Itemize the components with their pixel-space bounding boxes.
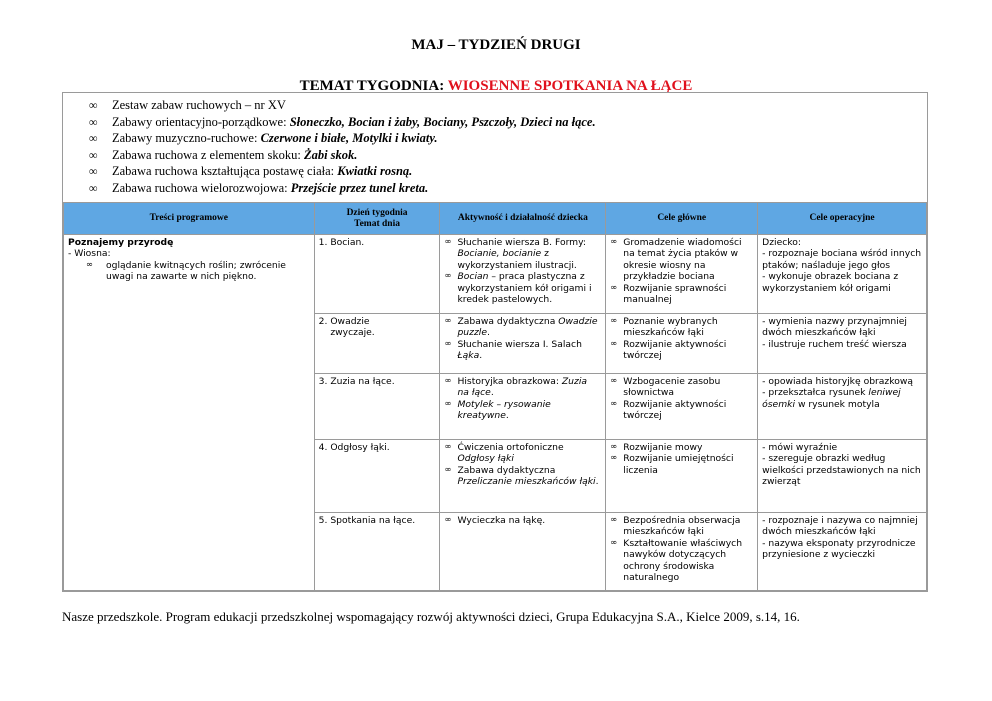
goal-item: [610, 515, 753, 538]
activity-item: [444, 316, 601, 339]
movement-game-label: Zabawa ruchowa wielorozwojowa:: [112, 180, 291, 195]
activity-item: [444, 465, 601, 488]
activity-text: [457, 515, 545, 526]
movement-game-titles: Przejście przez tunel kreta.: [290, 180, 429, 195]
goal-text: Rozwijanie sprawności manualnej: [623, 282, 727, 306]
program-item-text: oglądanie kwitnących roślin; zwrócenie uwagi na zawarte w nich piękno.: [106, 259, 286, 283]
activity-item: [444, 442, 601, 465]
activity-text-plain: Ćwiczenia ortofoniczne: [457, 442, 564, 453]
activity-item: [444, 515, 601, 526]
main-goals-cell: [606, 374, 758, 440]
movement-game-titles: Czerwone i białe, Motylki i kwiaty.: [260, 131, 438, 145]
activity-text-title: Bocian: [457, 271, 489, 283]
movement-game-item: [89, 163, 927, 180]
infinity-bullet-icon: ∞: [610, 376, 618, 386]
activity-item: [444, 271, 601, 305]
header-day: [314, 203, 440, 235]
operational-goals-cell: [758, 374, 927, 440]
table-row: [64, 235, 927, 314]
day-topic: 5. Spotkania na łące.: [318, 515, 416, 526]
activity-cell: [440, 440, 606, 513]
activity-text-plain: Słuchanie wiersza B. Formy:: [457, 237, 586, 248]
activity-item: [444, 339, 601, 362]
day-topic-cell: [314, 235, 440, 314]
movement-game-label: Zestaw zabaw ruchowych – nr XV: [112, 98, 286, 112]
page-title: MAJ – TYDZIEŃ DRUGI: [411, 37, 581, 53]
day-topic: 4. Odgłosy łąki.: [318, 442, 390, 453]
goal-text: Rozwijanie umiejętności liczenia: [623, 453, 734, 476]
infinity-bullet-icon: ∞: [444, 237, 452, 247]
activity-item: [444, 237, 601, 271]
movement-game-titles: Żabi skok.: [303, 147, 358, 162]
goal-text: Wzbogacenie zasobu słownictwa: [623, 376, 721, 399]
activity-text: [457, 399, 601, 422]
day-topic: 2. Owadzie zwyczaje.: [318, 316, 375, 339]
goal-text: Rozwijanie mowy: [623, 442, 703, 453]
activity-text: [457, 339, 601, 362]
program-content-cell: [64, 235, 315, 591]
movement-game-item: [89, 180, 927, 197]
activity-text: [457, 465, 601, 488]
goal-item: [610, 442, 753, 453]
activity-text: [457, 376, 601, 399]
infinity-bullet-icon: ∞: [444, 316, 452, 326]
header-day-line1: Dzień tygodnia: [346, 207, 408, 218]
activity-text: [457, 237, 601, 271]
plan-table: [62, 92, 928, 592]
infinity-bullet-icon: ∞: [89, 180, 98, 195]
infinity-bullet-icon: ∞: [89, 164, 98, 178]
header-day-line2: Temat dnia: [354, 218, 400, 229]
infinity-bullet-icon: ∞: [444, 442, 452, 452]
day-topic-cell: [314, 440, 440, 513]
source-footnote: Nasze przedszkole. Program edukacji przedszkolnej wspomagający rozwój aktywności dzieci, Grupa Edukacyjna S.A., Kielce 2009, s.14, 16.: [62, 609, 800, 624]
activity-text-plain: Słuchanie wiersza I. Salach: [457, 338, 582, 350]
infinity-bullet-icon: ∞: [610, 453, 618, 464]
activity-text-tail: .: [505, 410, 509, 422]
goal-item: [610, 283, 753, 306]
goal-text: Bezpośrednia obserwacja mieszkańców łąki: [623, 515, 741, 538]
operational-goals-cell: [758, 440, 927, 513]
goal-item: [610, 316, 753, 339]
activity-text-tail: .: [595, 476, 599, 488]
infinity-bullet-icon: ∞: [89, 98, 98, 112]
topic-name: WIOSENNE SPOTKANIA NA ŁĄCE: [447, 78, 693, 94]
operational-goal-text: Dziecko: - rozpoznaje bociana wśród innych ptaków; naśladuje jego głos - wykonuje obrazek bociana z wykorzystaniem kół origami: [762, 237, 922, 294]
movement-game-item: [89, 147, 927, 164]
lesson-grid: [63, 202, 927, 591]
movement-game-titles: Kwiatki rosną.: [337, 164, 413, 178]
day-topic-cell: [314, 374, 440, 440]
main-goals-cell: [606, 513, 758, 591]
movement-games-list: [63, 93, 927, 196]
movement-game-label: Zabawa ruchowa z elementem skoku:: [112, 147, 304, 162]
operational-goal-text: - mówi wyraźnie - szereguje obrazki według wielkości przedstawionych na nich zwierząt: [762, 442, 921, 488]
activity-text-tail: .: [479, 350, 483, 362]
activity-text-plain: Wycieczka na łąkę.: [457, 515, 546, 526]
main-goals-cell: [606, 235, 758, 314]
goal-item: [610, 339, 753, 362]
goal-item: [610, 453, 753, 476]
program-heading: Poznajemy przyrodę: [68, 237, 174, 248]
topic-prefix: TEMAT TYGODNIA:: [299, 78, 445, 94]
goal-text: Rozwijanie aktywności twórczej: [623, 398, 727, 422]
goal-text: Rozwijanie aktywności twórczej: [623, 338, 727, 362]
activity-text-tail: .: [486, 327, 490, 339]
activity-cell: [440, 374, 606, 440]
header-operational-goals: Cele operacyjne: [758, 203, 927, 235]
infinity-bullet-icon: ∞: [610, 515, 618, 525]
activity-text-tail: – praca plastyczna z wykorzystaniem kół origami i kredek pastelowych.: [457, 271, 592, 306]
operational-goals-text: [762, 237, 922, 294]
operational-goal-text: - rozpoznaje i nazywa co najmniej dwóch mieszkańców łąki - nazywa eksponaty przyrodnicze przyniesione z wycieczki: [762, 515, 918, 561]
movement-game-label: Zabawa ruchowa kształtująca postawę ciała:: [112, 164, 338, 178]
activity-text-plain: Zabawa dydaktyczna: [457, 316, 559, 327]
header-activity: Aktywność i działalność dziecka: [440, 203, 606, 235]
goal-item: [610, 237, 753, 283]
activity-text-title: Owadzie puzzle: [457, 316, 598, 339]
infinity-bullet-icon: ∞: [89, 131, 98, 145]
operational-goal-italic: leniwej ósemki: [762, 387, 904, 410]
infinity-bullet-icon: ∞: [610, 398, 618, 409]
infinity-bullet-icon: ∞: [444, 338, 452, 349]
day-topic-cell: [314, 314, 440, 374]
activity-item: [444, 399, 601, 422]
activity-text-tail: z wykorzystaniem ilustracji.: [457, 248, 577, 271]
operational-goal-text: - opowiada historyjkę obrazkową - przekształca rysunek: [762, 376, 914, 399]
infinity-bullet-icon: ∞: [610, 237, 618, 247]
movement-game-label: Zabawy muzyczno-ruchowe:: [112, 131, 261, 145]
infinity-bullet-icon: ∞: [444, 515, 452, 525]
goal-item: [610, 376, 753, 399]
operational-goals-text: [762, 376, 922, 410]
operational-goals-text: [762, 442, 922, 488]
main-goals-cell: [606, 440, 758, 513]
operational-goals-cell: [758, 235, 927, 314]
infinity-bullet-icon: ∞: [610, 442, 618, 452]
infinity-bullet-icon: ∞: [89, 114, 98, 129]
goal-text: Gromadzenie wiadomości na temat życia ptaków w okresie wiosny na przykładzie bociana: [623, 237, 742, 283]
activity-text: [457, 271, 601, 305]
header-main-goals: Cele główne: [606, 203, 758, 235]
activity-text-title: Zuzia na łące: [457, 376, 587, 399]
goal-text: Poznanie wybranych mieszkańców łąki: [623, 316, 718, 339]
activity-text-plain: Zabawa dydaktyczna: [457, 464, 556, 476]
infinity-bullet-icon: ∞: [89, 147, 98, 162]
operational-goals-cell: [758, 314, 927, 374]
activity-cell: [440, 314, 606, 374]
activity-text: [457, 442, 601, 465]
infinity-bullet-icon: ∞: [610, 338, 618, 349]
infinity-bullet-icon: ∞: [444, 271, 452, 282]
goal-text: Kształtowanie właściwych nawyków dotyczących ochrony środowiska naturalnego: [623, 537, 743, 584]
activity-text-plain: Historyjka obrazkowa:: [457, 376, 562, 387]
infinity-bullet-icon: ∞: [444, 398, 452, 409]
operational-goals-cell: [758, 513, 927, 591]
day-topic-cell: [314, 513, 440, 591]
operational-goals-text: [762, 316, 922, 350]
main-goals-cell: [606, 314, 758, 374]
infinity-bullet-icon: ∞: [610, 316, 618, 326]
activity-cell: [440, 235, 606, 314]
table-header-row: [64, 203, 927, 235]
activity-text-tail: .: [490, 387, 494, 399]
activity-text-title: Bocianie, bocianie: [457, 248, 542, 260]
operational-goal-text: - wymienia nazwy przynajmniej dwóch mieszkańców łąki - ilustruje ruchem treść wiersza: [762, 316, 907, 350]
activity-text-title: Łąka: [457, 350, 480, 362]
movement-game-item: [89, 130, 927, 147]
header-program-content: Treści programowe: [64, 203, 315, 235]
program-subheading: - Wiosna:: [68, 248, 111, 260]
operational-goal-text: w rysunek motyla: [795, 398, 880, 410]
movement-game-label: Zabawy orientacyjno-porządkowe:: [112, 114, 290, 129]
goal-item: [610, 399, 753, 422]
operational-goals-text: [762, 515, 922, 561]
movement-game-item: [89, 114, 927, 131]
day-topic: 1. Bocian.: [318, 237, 365, 248]
infinity-bullet-icon: ∞: [444, 464, 452, 475]
activity-text-title: Przeliczanie mieszkańców łąki: [457, 476, 596, 488]
day-topic: 3. Zuzia na łące.: [318, 376, 395, 387]
program-item: [68, 260, 310, 283]
movement-games-section: [63, 93, 927, 202]
activity-text-title: Motylek – rysowanie kreatywne: [457, 398, 551, 422]
infinity-bullet-icon: ∞: [610, 537, 618, 548]
activity-text: [457, 316, 601, 339]
infinity-bullet-icon: ∞: [86, 259, 94, 270]
goal-item: [610, 538, 753, 584]
movement-game-titles: Słoneczko, Bocian i żaby, Bociany, Pszczoły, Dzieci na łące.: [289, 114, 596, 129]
activity-item: [444, 376, 601, 399]
activity-text-title: Odgłosy łąki: [457, 453, 514, 465]
infinity-bullet-icon: ∞: [610, 282, 618, 293]
activity-cell: [440, 513, 606, 591]
movement-game-item: [89, 97, 927, 114]
infinity-bullet-icon: ∞: [444, 376, 452, 386]
